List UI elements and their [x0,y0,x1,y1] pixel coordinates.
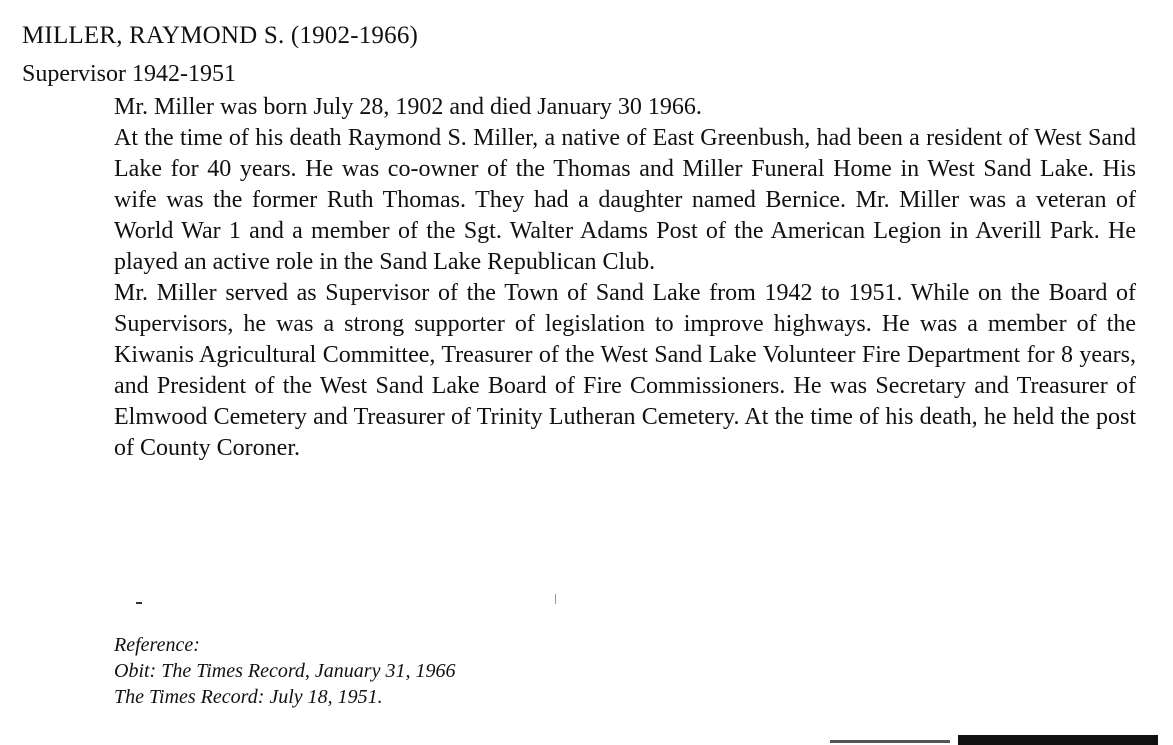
scan-speck [136,602,142,604]
reference-item: Obit: The Times Record, January 31, 1966 [114,660,456,682]
scan-edge-mark [830,740,950,743]
document-subtitle: Supervisor 1942-1951 [22,61,236,87]
biography-body [114,92,1136,464]
scan-edge-bar [958,735,1158,745]
paragraph-birth-death: Mr. Miller was born July 28, 1902 and died January 30 1966. [114,94,702,120]
references-block [114,632,455,710]
paragraph-public-service: Mr. Miller served as Supervisor of the Town of Sand Lake from 1942 to 1951. While on the Board of Supervisors, he was a strong supporter of legislation to improve highways. He was a member of the Kiwanis Agricultural Committee, Treasurer of the West Sand Lake Volunteer Fire Department for 8 years, and President of the West Sand Lake Board of Fire Commissioners. He was Secretary and Treasurer of Elmwood Cemetery and Treasurer of Trinity Lutheran Cemetery. At the time of his death, he held the post of County Coroner. [114,280,1136,461]
document-title: MILLER, RAYMOND S. (1902-1966) [22,22,419,49]
paragraph-personal-life: At the time of his death Raymond S. Miller, a native of East Greenbush, had been a resident of West Sand Lake for 40 years. He was co-owner of the Thomas and Miller Funeral Home in West Sand Lake. His wife was the former Ruth Thomas. They had a daughter named Bernice. Mr. Miller was a veteran of World War 1 and a member of the Sgt. Walter Adams Post of the American Legion in Averill Park. He played an active role in the Sand Lake Republican Club. [114,125,1136,275]
scan-speck [555,594,556,604]
reference-item: The Times Record: July 18, 1951. [114,686,383,708]
references-heading: Reference: [114,634,200,656]
